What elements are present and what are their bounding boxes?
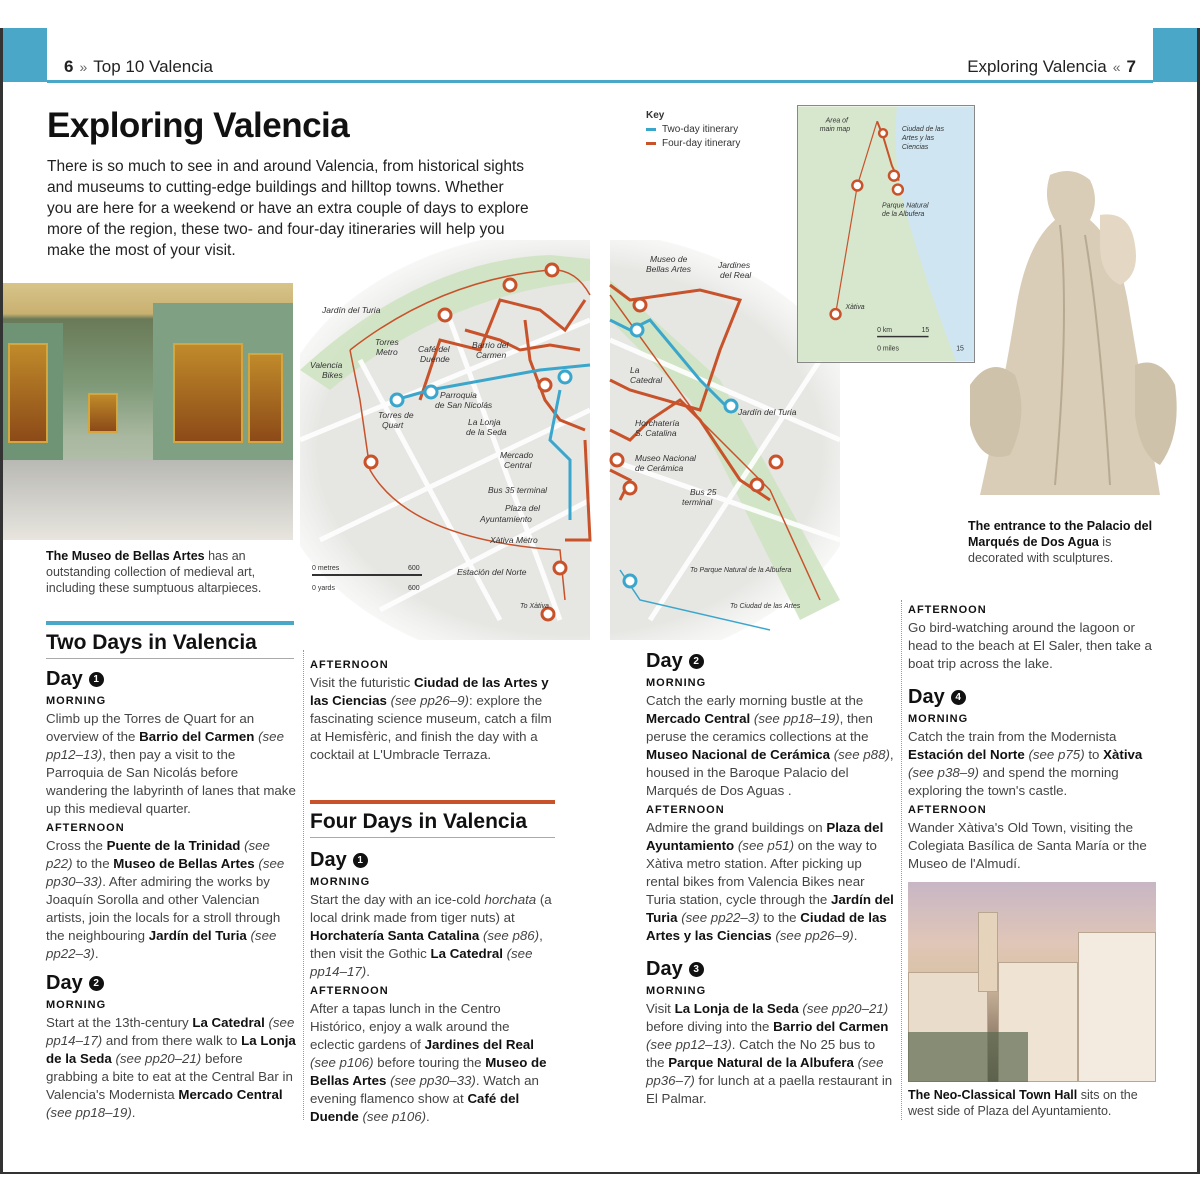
four-day-1-afternoon: After a tapas lunch in the Centro Histórico, enjoy a walk around the eclectic gardens of Jardines del Real (see p106) before touring the Museo de Bellas Artes (see pp30–33). Watch an evening flamenco show at Café del Duende (see p106).: [310, 1001, 547, 1124]
svg-text:Metro: Metro: [376, 347, 398, 357]
svg-text:15: 15: [921, 326, 930, 334]
svg-text:La: La: [630, 365, 640, 375]
four-day-3-heading: Day 3: [646, 957, 894, 981]
svg-text:Parroquia: Parroquia: [440, 390, 477, 400]
svg-text:Jardín del Turia: Jardín del Turia: [322, 305, 381, 315]
four-day-4-morning: Catch the train from the Modernista Estación del Norte (see p75) to Xàtiva (see p38–9) and spend the morning exploring the town's castle.: [908, 729, 1143, 798]
four-day-4-heading: Day 4: [908, 685, 1158, 709]
running-head-right: [967, 57, 1136, 77]
svg-text:del Real: del Real: [720, 270, 752, 280]
chevron-left-icon: «: [1112, 59, 1121, 75]
svg-text:Jardín del Turia: Jardín del Turia: [738, 407, 797, 417]
svg-text:To Ciudad de las Artes: To Ciudad de las Artes: [730, 603, 801, 610]
svg-text:S. Catalina: S. Catalina: [635, 428, 677, 438]
svg-text:Mercado: Mercado: [500, 450, 534, 460]
svg-text:Bikes: Bikes: [322, 370, 343, 380]
svg-text:600: 600: [408, 585, 420, 592]
museum-caption: The Museo de Bellas Artes has an outstanding collection of medieval art, including these sumptuous altarpieces.: [46, 549, 262, 595]
two-days-heading: Two Days in Valencia: [46, 621, 294, 659]
key-two-day: Two-day itinerary: [646, 124, 740, 135]
key-four-day: Four-day itinerary: [646, 138, 740, 149]
day-number-badge: 2: [689, 654, 704, 669]
map-key: Key Two-day itinerary Four-day itinerary: [646, 110, 741, 149]
right-thumb-tab: [1153, 28, 1197, 82]
two-day-1-morning: Climb up the Torres de Quart for an overview of the Barrio del Carmen (see pp12–13), then pay a visit to the Parroquia de San Nicolás before wandering the labyrinth of lanes that make up this medieval quarter.: [46, 711, 296, 816]
page-title: Exploring Valencia: [47, 106, 350, 145]
four-day-4-afternoon: Wander Xàtiva's Old Town, visiting the Colegiata Basílica de Santa María or the Museo de l'Almudí.: [908, 820, 1147, 871]
two-days-column: Day 1 MORNING Climb up the Torres de Quart for an overview of the Barrio del Carmen (see pp12–13), then pay a visit to the Parroquia de San Nicolás before wandering the labyrinth of lanes that make up this medieval quarter. AFTERNOON Cross the Puente de la Trinidad (see p22) to the Museo de Bellas Artes (see pp30–33). After admiring the works by Joaquín Sorolla and other Valencian artists, join the locals for a stroll through the neighbouring Jardín del Turia (see pp22–3). Day 2 MORNING Start at the 13th-century La Catedral (see pp14–17) and from there walk to La Lonja de la Seda (see pp20–21) before grabbing a bite to eat at the Central Bar in Valencia's Modernista Mercado Central (see pp18–19).: [46, 668, 296, 1120]
column-divider: [901, 600, 902, 1120]
running-head-left: [64, 57, 213, 77]
two-days-afternoon-column: AFTERNOON Visit the futuristic Ciudad de las Artes y las Ciencias (see pp26–9): explore the fascinating science museum, catch a film at Hemisfèric, and finish the day with a cocktail at L'Umbracle Terraza.: [310, 655, 555, 764]
svg-text:de la Albufera: de la Albufera: [882, 211, 925, 219]
townhall-caption: The Neo-Classical Town Hall sits on the west side of Plaza del Ayuntamiento.: [908, 1088, 1138, 1118]
region-inset-map: [797, 105, 975, 363]
svg-text:de Cerámica: de Cerámica: [635, 463, 684, 473]
day-number-badge: 2: [89, 976, 104, 991]
left-thumb-tab: [3, 28, 47, 82]
svg-text:Café del: Café del: [418, 344, 450, 354]
svg-text:Artes y las: Artes y las: [901, 135, 935, 143]
svg-text:Museo de: Museo de: [650, 254, 688, 264]
page-bottom-edge: [0, 1172, 1200, 1174]
four-day-1-morning: Start the day with an ice-cold horchata (a local drink made from tiger nuts) at Horchatería Santa Catalina (see p86), then visit the Gothic La Catedral (see pp14–17).: [310, 892, 552, 979]
four-day-2-morning: Catch the early morning bustle at the Mercado Central (see pp18–19), then peruse the ceramics collections at the Museo Nacional de Cerámica (see p88), housed in the Baroque Palacio del Marqués de Dos Aguas .: [646, 693, 894, 798]
town-hall-photo: [908, 882, 1156, 1082]
two-day-2-afternoon: Visit the futuristic Ciudad de las Artes y las Ciencias (see pp26–9): explore the fascinating science museum, catch a film at Hemisfèric, and finish the day with a cocktail at L'Umbracle Terraza.: [310, 675, 552, 762]
day-number-badge: 4: [951, 690, 966, 705]
intro-paragraph: There is so much to see in and around Valencia, from historical sights and museums to cutting-edge buildings and hilltop towns. Whether you are here for a weekend or have an extra couple of days to explore more of the region, these two- and four-day itineraries will help you make the most of your visit.: [47, 158, 529, 259]
right-page-number: 7: [1126, 57, 1136, 76]
svg-text:Jardines: Jardines: [718, 260, 751, 270]
svg-text:Torres: Torres: [375, 337, 399, 347]
svg-text:Barrio del: Barrio del: [472, 340, 509, 350]
day-number-badge: 1: [89, 672, 104, 687]
left-running-title: Top 10 Valencia: [93, 57, 213, 76]
svg-text:Estación del Norte: Estación del Norte: [457, 567, 527, 577]
palacio-sculpture-photo: [960, 165, 1185, 515]
svg-text:0 yards: 0 yards: [312, 585, 335, 592]
header-rule: [47, 80, 1153, 83]
svg-text:Duende: Duende: [420, 354, 450, 364]
palacio-caption: The entrance to the Palacio del Marqués de Dos Agua is decorated with sculptures.: [968, 519, 1153, 565]
svg-text:Ciencias: Ciencias: [901, 143, 929, 151]
svg-text:Quart: Quart: [382, 420, 404, 430]
svg-text:Bus 35 terminal: Bus 35 terminal: [488, 485, 548, 495]
two-day-2-heading: Day 2: [46, 971, 296, 995]
svg-text:600: 600: [408, 565, 420, 572]
left-page-number: 6: [64, 57, 74, 76]
four-day-2-heading: Day 2: [646, 649, 894, 673]
svg-text:Catedral: Catedral: [630, 375, 663, 385]
chevron-right-icon: »: [79, 59, 88, 75]
svg-text:Xàtiva Metro: Xàtiva Metro: [490, 535, 538, 545]
svg-text:Ciudad de las: Ciudad de las: [901, 126, 945, 134]
svg-text:Horchatería: Horchatería: [635, 418, 680, 428]
svg-text:Ayuntamiento: Ayuntamiento: [480, 514, 532, 524]
column-divider: [303, 650, 304, 1120]
svg-text:To Xàtiva: To Xàtiva: [520, 603, 549, 610]
four-days-column-2: Day 2 MORNING Catch the early morning bustle at the Mercado Central (see pp18–19), then peruse the ceramics collections at the Museo Nacional de Cerámica (see p88), housed in the Baroque Palacio del Marqués de Dos Aguas . AFTERNOON Admire the grand buildings on Plaza del Ayuntamiento (see p51) on the way to Xàtiva metro station. After picking up rental bikes from Valencia Bikes near Turia station, cycle through the Jardín del Turia (see pp22–3) to the Ciudad de las Artes y las Ciencias (see pp26–9). Day 3 MORNING Visit La Lonja de la Seda (see pp20–21) before diving into the Barrio del Carmen (see pp12–13). Catch the No 25 bus to the Parque Natural de la Albufera (see pp36–7) for lunch at a paella restaurant in El Palmar.: [646, 650, 894, 1106]
svg-text:Xàtiva: Xàtiva: [845, 304, 865, 312]
svg-text:0 km: 0 km: [877, 326, 893, 334]
svg-text:terminal: terminal: [682, 497, 713, 507]
svg-text:To Parque Natural de la Albufe: To Parque Natural de la Albufera: [690, 567, 792, 574]
two-day-1-heading: Day 1: [46, 667, 296, 691]
two-day-2-morning: Start at the 13th-century La Catedral (see pp14–17) and from there walk to La Lonja de la Seda (see pp20–21) before grabbing a bite to eat at the Central Bar in Valencia's Modernista Mercado Central (see pp18–19).: [46, 1015, 296, 1120]
four-day-3-morning: Visit La Lonja de la Seda (see pp20–21) before diving into the Barrio del Carmen (see pp12–13). Catch the No 25 bus to the Parque Natural de la Albufera (see pp36–7) for lunch at a paella restaurant in El Palmar.: [646, 1001, 893, 1106]
four-day-3-afternoon: Go bird-watching around the lagoon or head to the beach at El Saler, then take a boat trip across the lake.: [908, 620, 1152, 671]
svg-text:Parque Natural: Parque Natural: [882, 202, 929, 210]
four-days-column-1: Day 1 MORNING Start the day with an ice-cold horchata (a local drink made from tiger nuts) at Horchatería Santa Catalina (see p86), then visit the Gothic La Catedral (see pp14–17). AFTERNOON After a tapas lunch in the Centro Histórico, enjoy a walk around the eclectic gardens of Jardines del Real (see p106) before touring the Museo de Bellas Artes (see pp30–33). Watch an evening flamenco show at Café del Duende (see p106).: [310, 848, 555, 1126]
svg-text:de la Seda: de la Seda: [466, 427, 507, 437]
svg-text:main map: main map: [819, 126, 851, 134]
museum-bellas-artes-photo: [3, 283, 293, 540]
svg-text:Central: Central: [504, 460, 532, 470]
svg-text:Valencia: Valencia: [310, 360, 343, 370]
svg-text:Area of: Area of: [825, 117, 848, 125]
itinerary-map: [300, 240, 840, 640]
four-days-heading: Four Days in Valencia: [310, 800, 555, 838]
svg-text:Plaza del: Plaza del: [505, 503, 540, 513]
svg-text:0 metres: 0 metres: [312, 565, 340, 572]
four-day-2-afternoon: Admire the grand buildings on Plaza del Ayuntamiento (see p51) on the way to Xàtiva metro station. After picking up rental bikes from Valencia Bikes near Turia station, cycle through the Jardín del Turia (see pp22–3) to the Ciudad de las Artes y las Ciencias (see pp26–9).: [646, 820, 894, 943]
svg-text:Museo Nacional: Museo Nacional: [635, 453, 696, 463]
svg-text:La Lonja: La Lonja: [468, 417, 501, 427]
svg-text:Carmen: Carmen: [476, 350, 507, 360]
right-running-title: Exploring Valencia: [967, 57, 1107, 76]
two-day-1-afternoon: Cross the Puente de la Trinidad (see p22) to the Museo de Bellas Artes (see pp30–33). After admiring the works by Joaquín Sorolla and other Valencian artists, join the locals for a stroll through the neighbouring Jardín del Turia (see pp22–3).: [46, 838, 285, 961]
svg-text:de San Nicolás: de San Nicolás: [435, 400, 493, 410]
day-number-badge: 1: [353, 853, 368, 868]
svg-text:Torres de: Torres de: [378, 410, 414, 420]
svg-text:15: 15: [956, 345, 964, 353]
svg-text:Bus 25: Bus 25: [690, 487, 717, 497]
four-days-column-3: AFTERNOON Go bird-watching around the lagoon or head to the beach at El Saler, then take a boat trip across the lake. Day 4 MORNING Catch the train from the Modernista Estación del Norte (see p75) to Xàtiva (see p38–9) and spend the morning exploring the town's castle. AFTERNOON Wander Xàtiva's Old Town, visiting the Colegiata Basílica de Santa María or the Museo de l'Almudí.: [908, 600, 1158, 873]
svg-text:0 miles: 0 miles: [877, 345, 899, 353]
four-day-1-heading: Day 1: [310, 848, 555, 872]
svg-text:Bellas Artes: Bellas Artes: [646, 264, 692, 274]
day-number-badge: 3: [689, 962, 704, 977]
